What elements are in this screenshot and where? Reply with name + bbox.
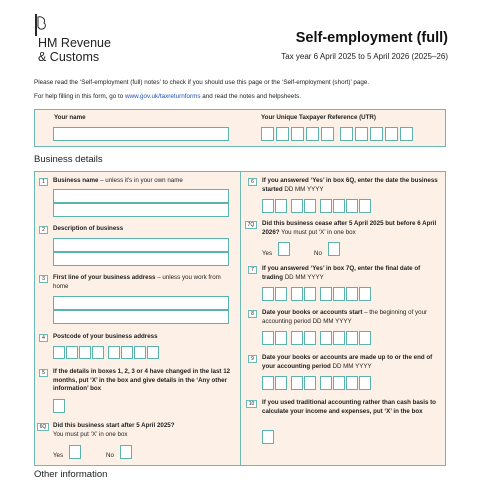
box-6-label-bold: If you answered ‘Yes’ in box 6Q, enter the date the business started	[262, 177, 438, 193]
royal-crest-icon	[34, 14, 48, 36]
box-6q-number: 6Q	[37, 423, 49, 431]
brand-name-line1: HM Revenue	[38, 36, 111, 50]
intro-line2-post: and read the notes and helpsheets.	[200, 93, 301, 100]
box-6q-label	[53, 422, 235, 439]
box-5-label	[53, 368, 235, 394]
box-1-label-bold: Business name	[53, 177, 99, 184]
tax-year: Tax year 6 April 2025 to 5 April 2026 (2025–26)	[281, 52, 448, 61]
box-7q-label-bold: Did this business cease after 5 April 2025 but before 6 April 2026?	[262, 220, 437, 236]
box-7-label-bold: If you answered ‘Yes’ in box 7Q, enter the final date of trading	[262, 265, 421, 281]
other-information-heading: Other information	[34, 469, 108, 480]
box-2-label-bold: Description of business	[53, 225, 124, 232]
box-3-label	[53, 274, 233, 291]
box-7q-label-rest: You must put ‘X’ in one box	[281, 228, 356, 236]
business-name-input-line1[interactable]	[53, 189, 229, 203]
box-6-label	[262, 177, 442, 194]
box-10-label	[262, 399, 442, 416]
details-changed-checkbox[interactable]	[53, 399, 65, 413]
business-name-input-line2[interactable]	[53, 203, 229, 217]
box-8-label-bold: Date your books or accounts start	[262, 309, 363, 316]
traditional-accounting-checkbox[interactable]	[262, 430, 274, 444]
box-7q-no-label: No	[314, 250, 322, 257]
box-2-label	[53, 225, 123, 234]
box-9-label-bold: Date your books or accounts are made up to or the end of your accounting period	[262, 354, 433, 370]
business-description-input-line2[interactable]	[53, 252, 229, 266]
business-address-input-line2[interactable]	[53, 310, 229, 324]
your-name-label: Your name	[54, 114, 86, 121]
business-details-heading: Business details	[34, 154, 103, 165]
box-3-number: 3	[39, 275, 48, 283]
box-5-label-bold: If the details in boxes 1, 2, 3 or 4 have changed in the last 12 months, put ‘X’ in the box and give details in the ‘Any other information’ box	[53, 368, 231, 393]
box-1-label-rest: – unless it's in your own name	[98, 177, 183, 184]
box-6-label-rest: DD MM YYYY	[284, 185, 324, 193]
box-3-label-rest: – unless you work from home	[53, 274, 221, 290]
box-8-label-rest: – the beginning of your accounting period DD MM YYYY	[262, 309, 428, 325]
business-ceased-no-checkbox[interactable]	[328, 242, 340, 256]
box-7-label-rest: DD MM YYYY	[284, 273, 324, 281]
business-started-yes-checkbox[interactable]	[69, 445, 81, 459]
box-6-number: 6	[248, 178, 257, 186]
box-3-label-bold: First line of your business address	[53, 274, 156, 281]
page-title: Self-employment (full)	[295, 30, 448, 46]
box-7q-label	[262, 220, 442, 237]
box-9-number: 9	[248, 355, 257, 363]
intro-line1: Please read the ‘Self-employment (full) notes’ to check if you should use this page or the ‘Self-employment (short)’ page.	[34, 79, 370, 86]
box-6q-label-bold: Did this business start after 5 April 2025?	[53, 422, 175, 429]
box-1-label	[53, 177, 233, 186]
business-started-no-checkbox[interactable]	[120, 445, 132, 459]
box-1-number: 1	[39, 178, 48, 186]
box-10-number: 10	[246, 400, 257, 408]
box-10-label-bold: If you used traditional accounting rather than cash basis to calculate your income and expenses, put ‘X’ in the box	[262, 399, 436, 415]
box-9-label	[262, 354, 442, 371]
box-5-number: 5	[39, 369, 48, 377]
box-2-number: 2	[39, 226, 48, 234]
business-address-input-line1[interactable]	[53, 296, 229, 310]
box-8-number: 8	[248, 310, 257, 318]
intro-line2-pre: For help filling in this form, go to	[34, 93, 125, 100]
box-7-label	[262, 265, 442, 282]
business-ceased-yes-checkbox[interactable]	[278, 242, 290, 256]
brand-name-line2: & Customs	[38, 50, 100, 64]
your-name-input[interactable]	[53, 127, 229, 141]
business-description-input-line1[interactable]	[53, 238, 229, 252]
taxreturnforms-link[interactable]: www.gov.uk/taxreturnforms	[125, 93, 201, 100]
box-6q-yes-label: Yes	[53, 452, 64, 459]
box-4-label-bold: Postcode of your business address	[53, 333, 158, 340]
box-7q-yes-label: Yes	[262, 250, 273, 257]
box-4-label	[53, 333, 158, 342]
column-divider	[240, 171, 241, 466]
box-6q-label-rest: You must put ‘X’ in one box	[53, 430, 128, 438]
box-9-label-rest: DD MM YYYY	[332, 362, 372, 370]
box-4-number: 4	[39, 334, 48, 342]
box-8-label	[262, 309, 442, 326]
box-7-number: 7	[248, 266, 257, 274]
box-6q-no-label: No	[106, 452, 114, 459]
intro-line2	[34, 93, 301, 100]
box-7q-number: 7Q	[245, 221, 257, 229]
utr-label: Your Unique Taxpayer Reference (UTR)	[261, 114, 376, 121]
